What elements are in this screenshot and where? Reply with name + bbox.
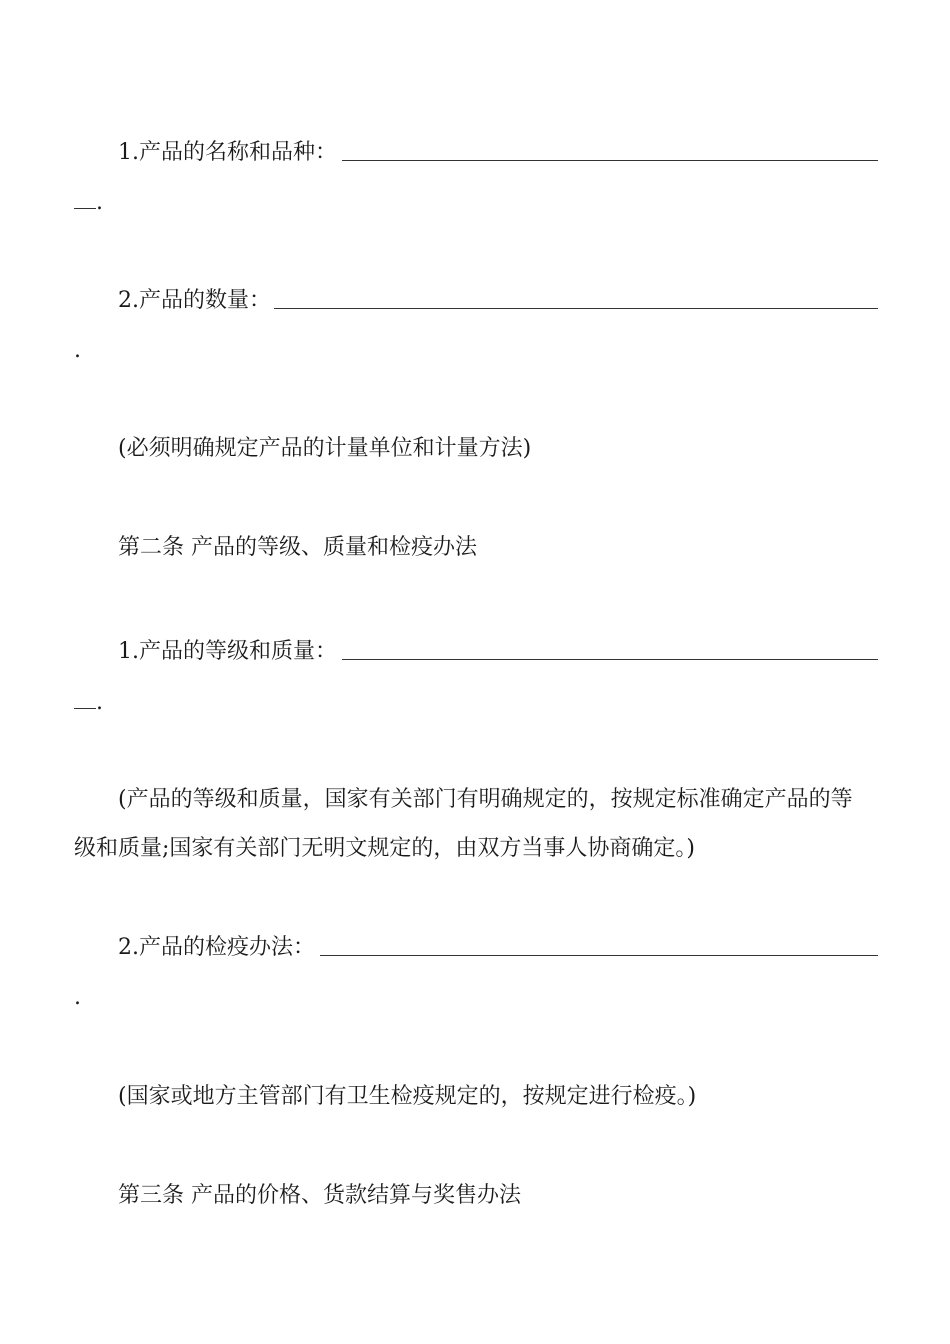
grade-quality-tail [74,688,103,718]
name-variety-blank[interactable] [342,160,878,161]
quarantine-note: (国家或地方主管部门有卫生检疫规定的，按规定进行检疫。) [118,1084,697,1109]
name-variety-tail [74,188,103,218]
grade-note-line2: 级和质量;国家有关部门无明文规定的，由双方当事人协商确定。) [74,836,695,861]
article-two-heading: 第二条 产品的等级、质量和检疫办法 [118,535,477,560]
quarantine-label: 2.产品的检疫办法： [118,935,315,960]
grade-quality-blank-continuation [74,688,96,709]
name-variety-blank-continuation [74,188,96,209]
grade-note-line1: (产品的等级和质量，国家有关部门有明确规定的，按规定标准确定产品的等 [118,787,853,812]
quantity-note: (必须明确规定产品的计量单位和计量方法) [118,436,532,461]
quantity-end: . [74,338,81,363]
quantity-tail [74,336,81,366]
grade-quality-label: 1.产品的等级和质量： [118,639,337,664]
quarantine-tail [74,983,81,1013]
grade-quality-blank[interactable] [342,659,878,660]
quarantine-blank[interactable] [320,955,878,956]
name-variety-label: 1.产品的名称和品种： [118,140,337,165]
grade-quality-end: . [96,690,103,715]
article-three-heading: 第三条 产品的价格、货款结算与奖售办法 [118,1183,521,1208]
quantity-blank[interactable] [274,308,878,309]
quarantine-end: . [74,985,81,1010]
name-variety-end: . [96,190,103,215]
quantity-label: 2.产品的数量： [118,288,271,313]
